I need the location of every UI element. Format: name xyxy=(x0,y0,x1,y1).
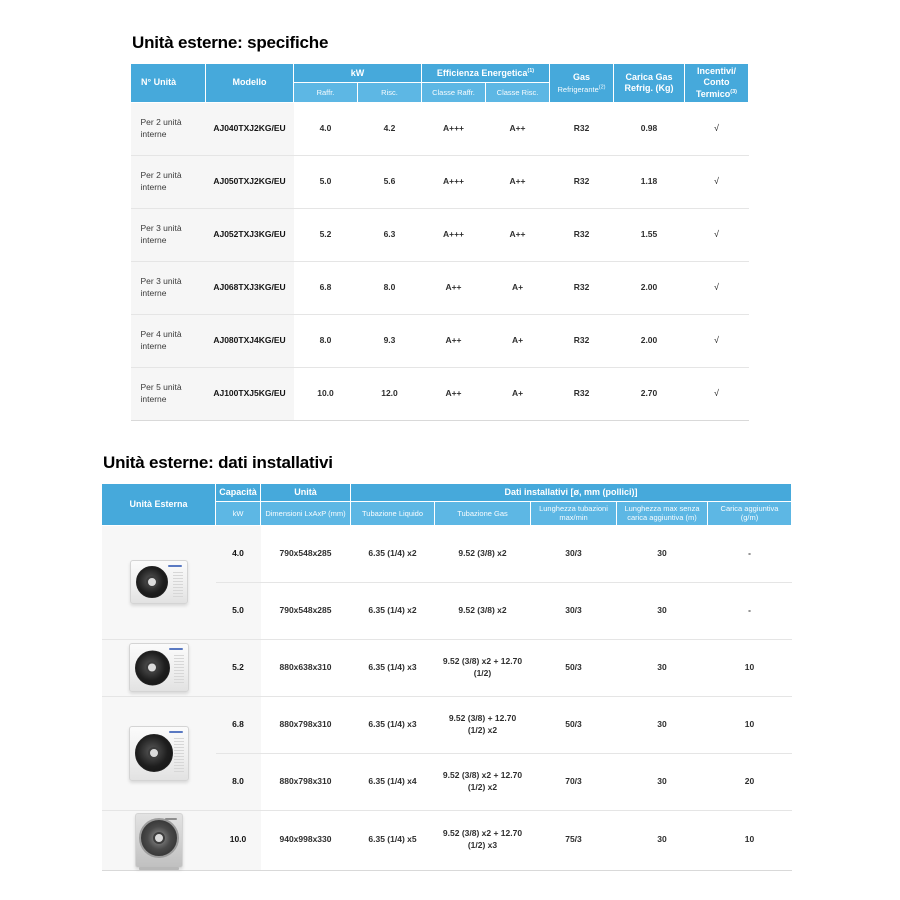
spec-heat-class-cell: A+ xyxy=(486,314,550,367)
spec-cool-kw-cell: 5.2 xyxy=(294,208,358,261)
spec-incentive-check: √ xyxy=(685,155,749,208)
fan-icon xyxy=(136,566,168,598)
spec-gas-cell: R32 xyxy=(550,155,614,208)
spec-table-row xyxy=(131,208,749,261)
spec-cool-class-cell: A+++ xyxy=(422,155,486,208)
spec-cool-class-cell: A++ xyxy=(422,261,486,314)
spec-charge-cell: 2.00 xyxy=(614,261,685,314)
spec-cool-class-cell: A+++ xyxy=(422,208,486,261)
install-table-row xyxy=(102,810,792,870)
install-extra-charge-cell: 10 xyxy=(708,696,792,753)
fan-hub-icon xyxy=(146,576,158,588)
spec-table-row xyxy=(131,314,749,367)
spec-header-gas xyxy=(550,64,614,103)
outdoor-unit-xl-image xyxy=(135,813,183,868)
install-pipe-length-cell: 50/3 xyxy=(531,639,617,696)
spec-heat-kw-cell: 9.3 xyxy=(358,314,422,367)
spec-units-cell: Per 4 unità interne xyxy=(131,314,206,367)
outdoor-unit-small-image xyxy=(130,560,188,604)
install-gas-pipe-cell: 9.52 (3/8) x2 xyxy=(435,582,531,639)
install-extra-charge-cell: - xyxy=(748,547,751,558)
brand-strip-icon xyxy=(169,648,183,650)
spec-heat-class-cell: A+ xyxy=(486,261,550,314)
install-dims-cell: 880x798x310 xyxy=(261,753,351,810)
carica-label-line2: Refrig. (Kg) xyxy=(624,82,674,93)
install-max-length-cell: 30 xyxy=(617,810,708,870)
install-header-dimensioni: Dimensioni LxAxP (mm) xyxy=(261,501,351,525)
install-extra-charge-cell: 20 xyxy=(708,753,792,810)
install-header-lunghezza-max: Lunghezza max senza carica aggiuntiva (m) xyxy=(617,501,708,525)
outdoor-unit-xl-cell xyxy=(102,810,216,870)
spec-header-kw-raff: Raffr. xyxy=(294,83,358,102)
spec-charge-cell: 1.55 xyxy=(614,208,685,261)
install-table-row xyxy=(102,525,792,582)
install-header-tubazione-gas: Tubazione Gas xyxy=(435,501,531,525)
install-table-row xyxy=(102,696,792,753)
install-gas-pipe-cell: 9.52 (3/8) x2 xyxy=(458,547,507,558)
spec-incentive-check: √ xyxy=(685,314,749,367)
spec-header-n-unita: N° Unità xyxy=(131,64,206,103)
spec-heat-kw-cell: 4.2 xyxy=(383,122,396,133)
install-liquid-pipe-cell: 6.35 (1/4) x5 xyxy=(351,810,435,870)
install-pipe-length-cell: 50/3 xyxy=(531,696,617,753)
spec-table-row xyxy=(131,102,749,155)
spec-table xyxy=(130,63,749,421)
spec-cool-kw-cell: 8.0 xyxy=(294,314,358,367)
brand-strip-icon xyxy=(168,565,182,567)
spec-units-cell: Per 3 unità interne xyxy=(131,261,206,314)
spec-charge-cell: 1.18 xyxy=(614,155,685,208)
install-header-carica-aggiuntiva: Carica aggiuntiva (g/m) xyxy=(708,501,792,525)
outdoor-unit-large-image xyxy=(129,726,189,781)
spec-section-title: Unità esterne: specifiche xyxy=(132,33,329,52)
install-header-capacita: Capacità xyxy=(216,483,261,501)
install-pipe-length-cell: 75/3 xyxy=(531,810,617,870)
spec-cool-class-cell: A+++ xyxy=(442,122,465,133)
install-liquid-pipe-cell: 6.35 (1/4) x3 xyxy=(351,696,435,753)
install-dims-cell: 880x638x310 xyxy=(261,639,351,696)
install-liquid-pipe-cell: 6.35 (1/4) x3 xyxy=(351,639,435,696)
install-capacity-cell: 10.0 xyxy=(216,810,261,870)
spec-table-row xyxy=(131,367,749,420)
install-header-unita-esterna: Unità Esterna xyxy=(102,483,216,525)
brand-strip-icon xyxy=(169,731,183,733)
spec-heat-kw-cell: 8.0 xyxy=(358,261,422,314)
incentivi-footnote-marker: (3) xyxy=(730,88,738,95)
fan-hub-icon xyxy=(146,662,158,674)
spec-incentive-check: √ xyxy=(685,208,749,261)
spec-heat-kw-cell: 6.3 xyxy=(358,208,422,261)
spec-header-classe-risc: Classe Risc. xyxy=(486,83,550,102)
spec-header-incentivi xyxy=(685,64,749,103)
spec-header-modello: Modello xyxy=(206,64,294,103)
install-pipe-length-cell: 30/3 xyxy=(565,547,582,558)
spec-section xyxy=(130,0,748,421)
install-dims-cell: 790x548x285 xyxy=(261,582,351,639)
install-header-lunghezza-tubazioni: Lunghezza tubazioni max/min xyxy=(531,501,617,525)
spec-header-kw-risc: Risc. xyxy=(358,83,422,102)
refrigerante-footnote-marker: (2) xyxy=(598,84,606,91)
spec-table-header xyxy=(131,64,749,103)
spec-header-carica xyxy=(614,64,685,103)
install-extra-charge-cell: 10 xyxy=(708,810,792,870)
install-section xyxy=(101,453,791,871)
install-max-length-cell: 30 xyxy=(657,547,667,558)
spec-table-row xyxy=(131,155,749,208)
side-vents-icon xyxy=(173,572,183,597)
install-table xyxy=(101,483,792,871)
spec-units-cell: Per 2 unità interne xyxy=(131,155,206,208)
spec-incentive-check: √ xyxy=(714,123,719,134)
spec-gas-cell: R32 xyxy=(550,367,614,420)
spec-gas-cell: R32 xyxy=(573,122,590,133)
spec-charge-cell: 2.70 xyxy=(614,367,685,420)
spec-cool-class-cell: A++ xyxy=(422,314,486,367)
spec-units-cell: Per 2 unità interne xyxy=(131,102,206,155)
install-gas-pipe-cell: 9.52 (3/8) + 12.70 (1/2) x2 xyxy=(435,696,531,753)
install-capacity-cell: 6.8 xyxy=(216,696,261,753)
spec-heat-class-cell: A++ xyxy=(486,208,550,261)
spec-heat-class-cell: A++ xyxy=(509,122,526,133)
outdoor-unit-medium-image xyxy=(129,643,189,692)
incentivi-label-line1: Incentivi/ xyxy=(696,66,736,76)
fan-icon xyxy=(135,650,170,685)
efficienza-label: Efficienza Energetica xyxy=(436,67,528,78)
install-max-length-cell: 30 xyxy=(617,753,708,810)
spec-model-cell: AJ068TXJ3KG/EU xyxy=(206,261,294,314)
spec-cool-class-cell: A++ xyxy=(422,367,486,420)
spec-heat-class-cell: A+ xyxy=(486,367,550,420)
spec-header-classe-raff: Classe Raffr. xyxy=(422,83,486,102)
install-extra-charge-cell: 10 xyxy=(708,639,792,696)
install-header-unita: Unità xyxy=(261,483,351,501)
install-dims-cell: 880x798x310 xyxy=(261,696,351,753)
fan-hub-icon xyxy=(148,747,160,759)
spec-cool-kw-cell: 5.0 xyxy=(294,155,358,208)
install-header-capacita-kw: kW xyxy=(216,501,261,525)
spec-gas-cell: R32 xyxy=(550,208,614,261)
install-table-header xyxy=(102,483,792,525)
install-section-title: Unità esterne: dati installativi xyxy=(103,452,333,472)
spec-model-cell: AJ052TXJ3KG/EU xyxy=(206,208,294,261)
carica-label-line1: Carica Gas xyxy=(625,71,673,82)
refrigerante-label: Refrigerante$^{(2)}$ xyxy=(557,84,606,94)
side-vents-icon xyxy=(174,655,184,685)
spec-charge-cell: 2.00 xyxy=(614,314,685,367)
spec-model-cell: AJ040TXJ2KG/EU xyxy=(206,102,294,155)
install-dims-cell: 940x998x330 xyxy=(261,810,351,870)
incentivi-label-line2: Conto Termico$^{(3)}$ xyxy=(695,77,738,99)
spec-model-cell: AJ050TXJ2KG/EU xyxy=(206,155,294,208)
spec-table-body xyxy=(131,102,749,420)
spec-cool-kw-cell: 6.8 xyxy=(294,261,358,314)
outdoor-unit-small-cell xyxy=(102,525,216,639)
spec-units-cell: Per 3 unità interne xyxy=(131,208,206,261)
install-dims-cell: 790x548x285 xyxy=(279,547,332,558)
spec-gas-cell: R32 xyxy=(550,261,614,314)
install-capacity-cell: 8.0 xyxy=(216,753,261,810)
outdoor-unit-large-cell xyxy=(102,696,216,810)
install-gas-pipe-cell: 9.52 (3/8) x2 + 12.70 (1/2) x3 xyxy=(435,810,531,870)
fan-icon xyxy=(139,818,179,858)
install-liquid-pipe-cell: 6.35 (1/4) x2 xyxy=(351,582,435,639)
install-table-row xyxy=(102,639,792,696)
install-capacity-cell: 5.0 xyxy=(216,582,261,639)
fan-hub-icon xyxy=(153,832,165,844)
install-gas-pipe-cell: 9.52 (3/8) x2 + 12.70 (1/2) x2 xyxy=(435,753,531,810)
install-max-length-cell: 30 xyxy=(617,582,708,639)
spec-table-row xyxy=(131,261,749,314)
install-pipe-length-cell: 70/3 xyxy=(531,753,617,810)
spec-charge-cell: 0.98 xyxy=(640,122,658,133)
fan-icon xyxy=(135,734,173,772)
install-pipe-length-cell: 30/3 xyxy=(531,582,617,639)
spec-incentive-check: √ xyxy=(685,261,749,314)
install-max-length-cell: 30 xyxy=(617,639,708,696)
spec-cool-kw-cell: 10.0 xyxy=(294,367,358,420)
spec-header-kw: kW xyxy=(294,64,422,83)
brand-strip-icon xyxy=(165,818,177,820)
spec-model-cell: AJ080TXJ4KG/EU xyxy=(206,314,294,367)
spec-model-cell: AJ100TXJ5KG/EU xyxy=(206,367,294,420)
install-header-tubazione-liquido: Tubazione Liquido xyxy=(351,501,435,525)
install-liquid-pipe-cell: 6.35 (1/4) x4 xyxy=(351,753,435,810)
side-vents-icon xyxy=(174,738,184,774)
install-table-body xyxy=(102,525,792,870)
gas-label: Gas xyxy=(572,71,590,82)
install-gas-pipe-cell: 9.52 (3/8) x2 + 12.70 (1/2) xyxy=(435,639,531,696)
install-capacity-cell: 4.0 xyxy=(216,525,261,582)
outdoor-unit-medium-cell xyxy=(102,639,216,696)
spec-heat-kw-cell: 5.6 xyxy=(358,155,422,208)
spec-gas-cell: R32 xyxy=(550,314,614,367)
efficienza-footnote-marker: (1) xyxy=(527,67,535,74)
install-max-length-cell: 30 xyxy=(617,696,708,753)
spec-heat-kw-cell: 12.0 xyxy=(358,367,422,420)
install-extra-charge-cell: - xyxy=(708,582,792,639)
install-capacity-cell: 5.2 xyxy=(216,639,261,696)
spec-cool-kw-cell: 4.0 xyxy=(319,122,332,133)
install-liquid-pipe-cell: 6.35 (1/4) x2 xyxy=(368,547,417,558)
install-header-dati: Dati installativi [ø, mm (pollici)] xyxy=(351,483,792,501)
spec-units-cell: Per 5 unità interne xyxy=(131,367,206,420)
spec-header-efficienza xyxy=(422,64,550,83)
spec-incentive-check: √ xyxy=(685,367,749,420)
spec-heat-class-cell: A++ xyxy=(486,155,550,208)
